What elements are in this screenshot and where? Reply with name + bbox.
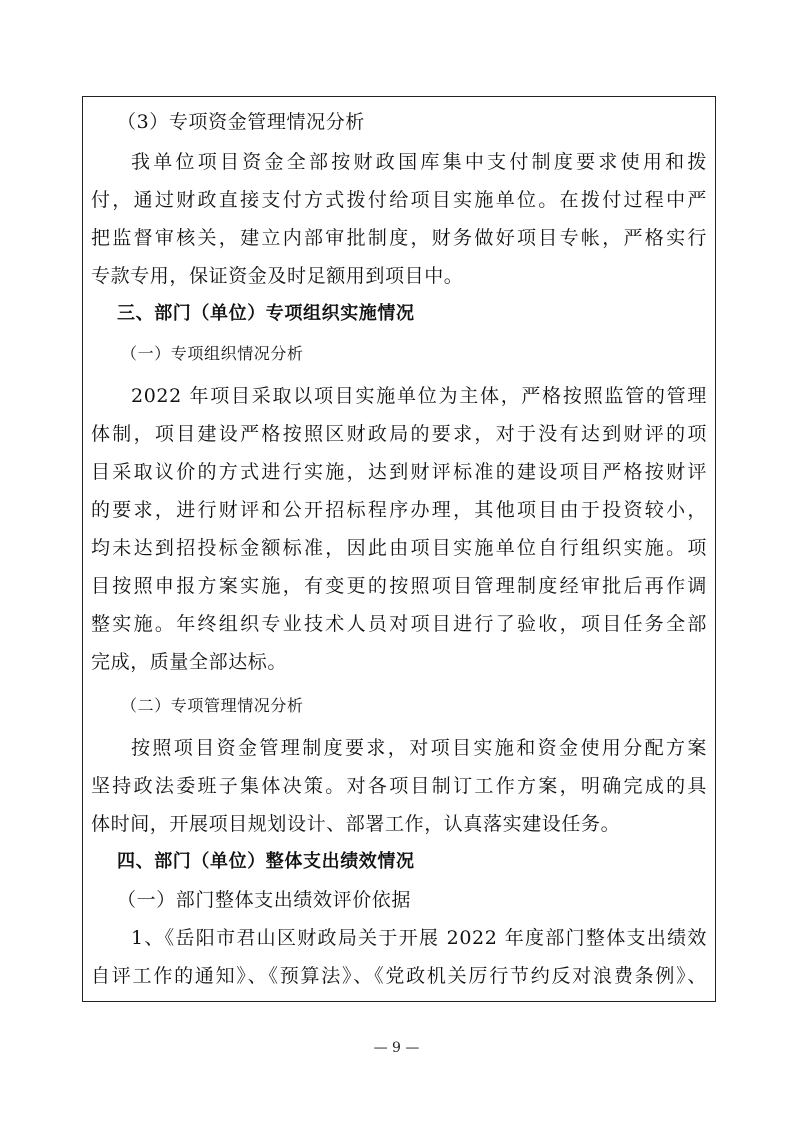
section-heading: 四、部门（单位）整体支出绩效情况	[117, 851, 415, 872]
subsection-heading: （二）专项管理情况分析	[121, 696, 304, 715]
subsection-heading: （一）部门整体支出绩效评价依据	[117, 889, 412, 911]
paragraph-line: 我单位项目资金全部按财政国库集中支付制度要求使用和拨	[131, 151, 707, 173]
paragraph-line: 整实施。年终组织专业技术人员对项目进行了验收，项目任务全部	[91, 613, 707, 635]
paragraph-line: 坚持政法委班子集体决策。对各项目制订工作方案，明确完成的具	[91, 775, 707, 797]
paragraph-line: 目按照申报方案实施，有变更的按照项目管理制度经审批后再作调	[91, 575, 707, 597]
paragraph-line: 目采取议价的方式进行实施，达到财评标准的建设项目严格按财评	[91, 461, 707, 483]
paragraph-line: 1、《岳阳市君山区财政局关于开展 2022 年度部门整体支出绩效	[131, 927, 707, 949]
section-heading: 三、部门（单位）专项组织实施情况	[117, 303, 415, 324]
paragraph-line: 均未达到招投标金额标准，因此由项目实施单位自行组织实施。项	[91, 537, 707, 559]
paragraph-line: 体制，项目建设严格按照区财政局的要求，对于没有达到财评的项	[91, 423, 707, 445]
paragraph-line: 体时间，开展项目规划设计、部署工作，认真落实建设任务。	[91, 813, 621, 835]
subsection-heading: （3）专项资金管理情况分析	[117, 111, 365, 133]
subsection-heading: （一）专项组织情况分析	[121, 344, 304, 363]
paragraph-line: 把监督审核关，建立内部审批制度，财务做好项目专帐，严格实行	[91, 227, 707, 249]
paragraph-line: 2022 年项目采取以项目实施单位为主体，严格按照监管的管理	[131, 385, 707, 407]
paragraph-line: 的要求，进行财评和公开招标程序办理，其他项目由于投资较小，	[91, 499, 707, 521]
content-frame	[82, 96, 716, 1002]
paragraph-line: 专款专用，保证资金及时足额用到项目中。	[91, 265, 464, 287]
paragraph-line: 自评工作的通知》、《预算法》、《党政机关厉行节约反对浪费条例》、	[91, 965, 707, 987]
paragraph-line: 按照项目资金管理制度要求，对项目实施和资金使用分配方案	[131, 737, 707, 759]
paragraph-line: 付，通过财政直接支付方式拨付给项目实施单位。在拨付过程中严	[91, 189, 707, 211]
paragraph-line: 完成，质量全部达标。	[91, 651, 288, 673]
page-number: — 9 —	[373, 1040, 420, 1056]
